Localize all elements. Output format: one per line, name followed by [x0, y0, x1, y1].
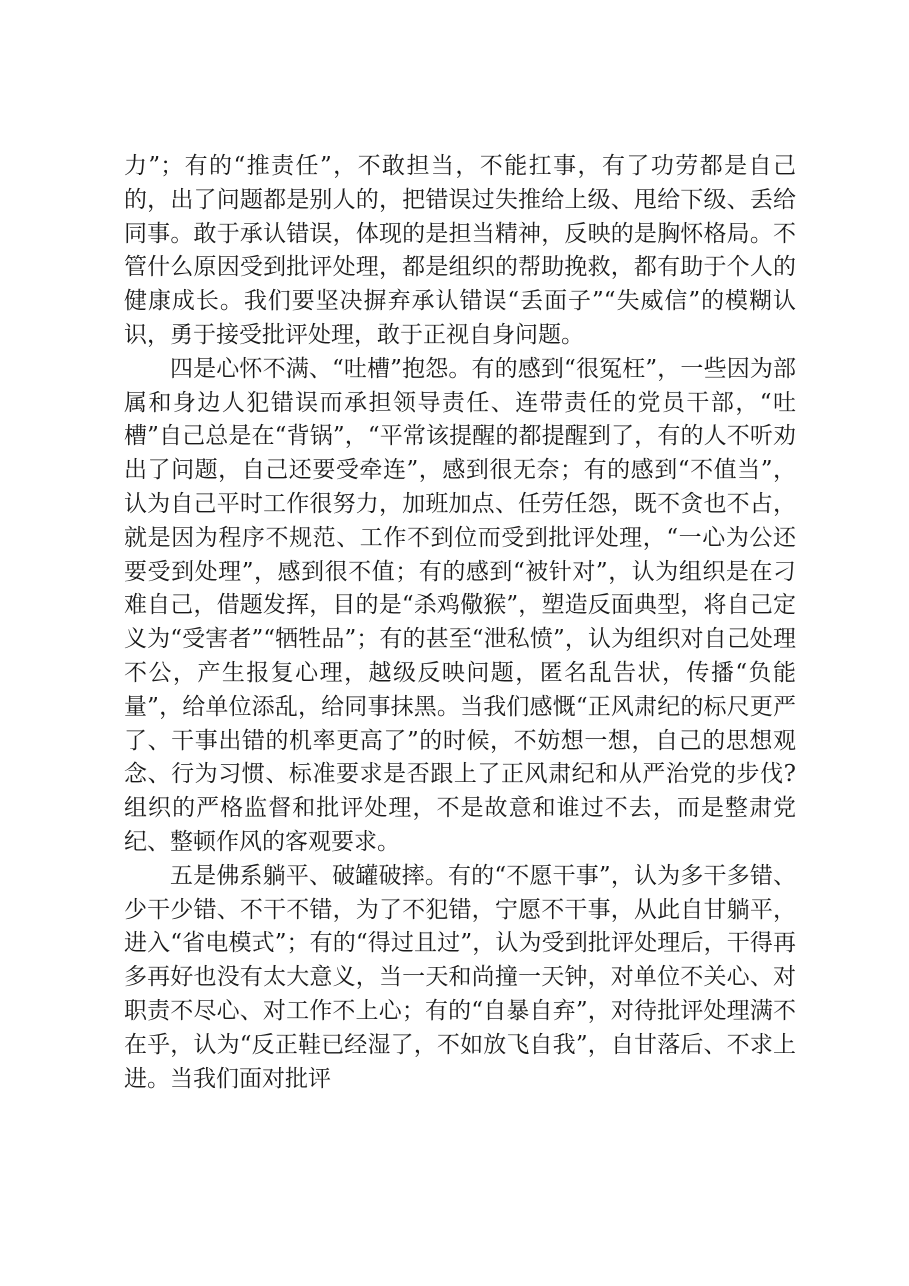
document-body: [124, 150, 796, 1096]
paragraph-1: 力”；有的“推责任”，不敢担当，不能扛事，有了功劳都是自己的，出了问题都是别人的，把错误过失推给上级、甩给下级、丢给同事。敢于承认错误，体现的是担当精神，反映的是胸怀格局。不管什么原因受到批评处理，都是组织的帮助挽救，都有助于个人的健康成长。我们要坚决摒弃承认错误“丢面子”“失威信”的模糊认识，勇于接受批评处理，敢于正视自身问题。: [124, 153, 796, 348]
paragraph-3: 五是佛系躺平、破罐破摔。有的“不愿干事”，认为多干多错、少干少错、不干不错，为了不犯错，宁愿不干事，从此自甘躺平，进入“省电模式”；有的“得过且过”，认为受到批评处理后，干得再多再好也没有太大意义，当一天和尚撞一天钟，对单位不关心、对职责不尽心、对工作不上心；有的“自暴自弃”，对待批评处理满不在乎，认为“反正鞋已经湿了，不如放飞自我”，自甘落后、不求上进。当我们面对批评: [124, 862, 796, 1092]
paragraph-2: 四是心怀不满、“吐槽”抱怨。有的感到“很冤枉”，一些因为部属和身边人犯错误而承担领导责任、连带责任的党员干部，“吐槽”自己总是在“背锅”，“平常该提醒的都提醒到了，有的人不听劝出了问题，自己还要受牵连”，感到很无奈；有的感到“不值当”，认为自己平时工作很努力，加班加点、任劳任怨，既不贪也不占，就是因为程序不规范、工作不到位而受到批评处理，“一心为公还要受到处理”，感到很不值；有的感到“被针对”，认为组织是在刁难自己，借题发挥，目的是“杀鸡儆猴”，塑造反面典型，将自己定义为“受害者”“牺牲品”；有的甚至“泄私愤”，认为组织对自己处理不公，产生报复心理，越级反映问题，匿名乱告状，传播“负能量”，给单位添乱，给同事抹黑。当我们感慨“正风肃纪的标尺更严了、干事出错的机率更高了”的时候，不妨想一想，自己的思想观念、行为习惯、标准要求是否跟上了正风肃纪和从严治党的步伐?组织的严格监督和批评处理，不是故意和谁过不去，而是整肃党纪、整顿作风的客观要求。: [124, 355, 796, 855]
